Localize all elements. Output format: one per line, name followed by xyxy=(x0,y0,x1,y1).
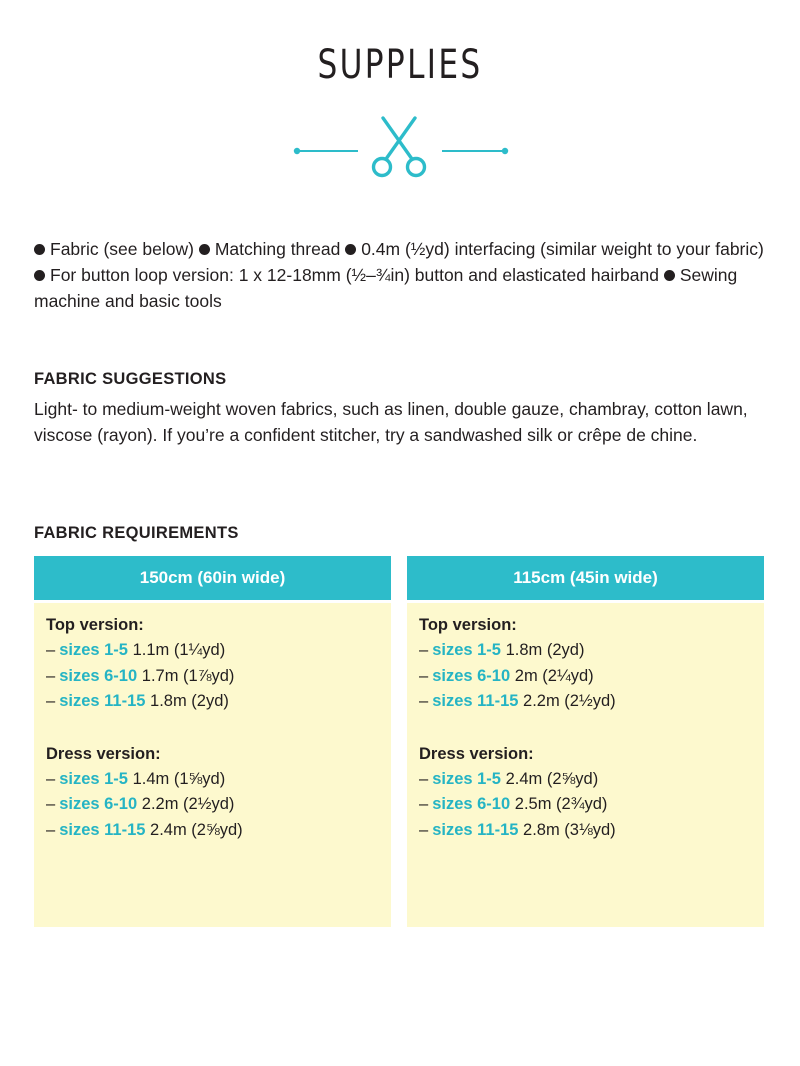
bullet-icon xyxy=(664,270,675,281)
size-row: – sizes 11-15 1.8m (2yd) xyxy=(46,692,229,710)
size-row: – sizes 1-5 2.4m (2⅝yd) xyxy=(419,769,599,788)
fabric-amount: 2m (2¼yd) xyxy=(514,666,594,685)
size-range: sizes 1-5 xyxy=(432,641,501,659)
fabric-amount: 2.8m (3⅛yd) xyxy=(523,820,616,839)
bullet-icon xyxy=(345,244,356,255)
size-range: sizes 11-15 xyxy=(432,692,519,710)
fabric-amount: 1.1m (1¼yd) xyxy=(132,641,226,659)
fabric-amount: 2.2m (2½yd) xyxy=(141,795,235,813)
dress-version-title: Dress version: xyxy=(419,744,534,763)
size-row: – sizes 1-5 1.1m (1¼yd) xyxy=(46,641,226,659)
fabric-amount: 1.8m (2yd) xyxy=(150,692,229,710)
bullet-icon xyxy=(199,244,210,255)
fabric-amount: 1.8m (2yd) xyxy=(505,641,585,659)
size-range: sizes 11-15 xyxy=(59,820,146,839)
fabric-suggestions-body: Light- to medium-weight woven fabrics, such as linen, double gauze, chambray, cotton lawn, viscose (rayon). If you’re a confident stitcher, try a sandwashed silk or crêpe de chine. xyxy=(34,399,748,445)
size-range: sizes 11-15 xyxy=(432,820,519,839)
supply-item: Matching thread xyxy=(214,239,341,259)
size-range: sizes 6-10 xyxy=(59,666,138,685)
size-range: sizes 6-10 xyxy=(432,795,511,813)
fabric-amount: 2.5m (2¾yd) xyxy=(514,795,608,813)
supply-item: For button loop version: 1 x 12-18mm (½–¾in) button and elasticated hairband xyxy=(50,265,659,285)
size-range: sizes 1-5 xyxy=(432,769,501,788)
divider-line-right xyxy=(442,148,508,154)
size-row: – sizes 6-10 2.2m (2½yd) xyxy=(46,795,235,813)
size-row: – sizes 11-15 2.2m (2½yd) xyxy=(419,692,616,710)
size-range: sizes 6-10 xyxy=(59,795,138,813)
bullet-icon xyxy=(34,270,45,281)
size-row: – sizes 6-10 2m (2¼yd) xyxy=(419,666,594,685)
divider-line-left xyxy=(294,148,358,154)
supply-item: 0.4m (½yd) interfacing (similar weight to your fabric) xyxy=(361,239,764,259)
supplies-list xyxy=(34,236,774,314)
column-header: 150cm (60in wide) xyxy=(34,556,391,603)
scissors-divider xyxy=(290,112,515,182)
fabric-requirements-heading: FABRIC REQUIREMENTS xyxy=(34,524,239,542)
requirements-column-115cm xyxy=(407,556,764,927)
top-version-title: Top version: xyxy=(46,616,144,634)
size-row: – sizes 6-10 2.5m (2¾yd) xyxy=(419,795,608,813)
scissors-icon xyxy=(374,118,425,176)
fabric-amount: 1.7m (1⅞yd) xyxy=(141,666,235,685)
column-header: 115cm (45in wide) xyxy=(407,556,764,603)
size-row: – sizes 11-15 2.8m (3⅛yd) xyxy=(419,820,616,839)
size-row: – sizes 6-10 1.7m (1⅞yd) xyxy=(46,666,235,685)
fabric-amount: 2.4m (2⅝yd) xyxy=(505,769,599,788)
dress-version-title: Dress version: xyxy=(46,744,161,763)
size-range: sizes 1-5 xyxy=(59,641,128,659)
fabric-amount: 2.2m (2½yd) xyxy=(523,692,616,710)
fabric-suggestions-heading: FABRIC SUGGESTIONS xyxy=(34,370,227,388)
supply-item: Sewing machine and basic tools xyxy=(34,265,738,311)
page-title: SUPPLIES xyxy=(317,42,483,88)
top-version-title: Top version: xyxy=(419,616,517,634)
size-row: – sizes 1-5 1.4m (1⅝yd) xyxy=(46,769,226,788)
size-range: sizes 1-5 xyxy=(59,769,128,788)
supply-item: Fabric (see below) xyxy=(50,239,194,259)
size-row: – sizes 1-5 1.8m (2yd) xyxy=(419,641,585,659)
size-range: sizes 6-10 xyxy=(432,666,511,685)
fabric-amount: 2.4m (2⅝yd) xyxy=(150,820,243,839)
bullet-icon xyxy=(34,244,45,255)
requirements-column-150cm xyxy=(34,556,391,927)
fabric-amount: 1.4m (1⅝yd) xyxy=(132,769,226,788)
size-row: – sizes 11-15 2.4m (2⅝yd) xyxy=(46,820,243,839)
size-range: sizes 11-15 xyxy=(59,692,146,710)
